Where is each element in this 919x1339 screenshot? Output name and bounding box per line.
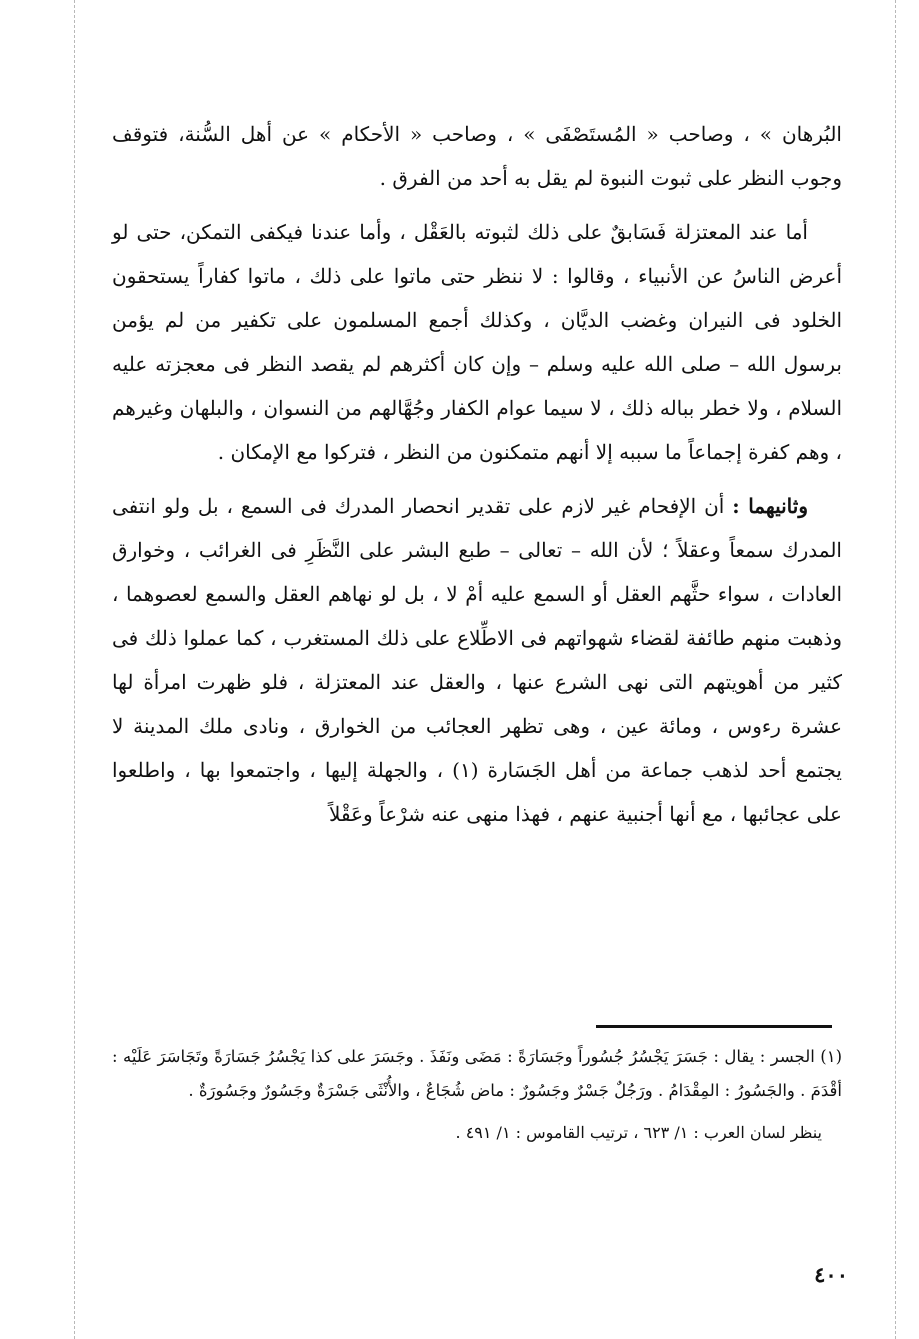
- page-number: ٤٠٠: [814, 1262, 848, 1287]
- paragraph-3-text: أن الإفحام غير لازم على تقدير انحصار المدرك فى السمع ، بل ولو انتفى المدرك سمعاً وعقلاً ؛ لأن الله – تعالى – طبع البشر على النَّظَرِ فى الغرائب ، وخوارق العادات ، سواء حثَّهم العقل أو السمع عليه أمْ لا ، بل لو نهاهم العقل والسمع لعصوهما ، وذهبت منهم طائفة لقضاء شهواتهم فى الاطِّلاع على ذلك المستغرب ، كما عملوا ذلك فى كثير من أهويتهم التى نهى الشرع عنها ، والعقل عند المعتزلة ، فلو ظهرت امرأة لها عشرة رءوس ، ومائة عين ، وهى تظهر العجائب من الخوارق ، ونادى ملك المدينة لا يجتمع أحد لذهب جماعة من أهل الجَسَارة (١) ، والجهلة إليها ، واجتمعوا بها ، واطلعوا على عجائبها ، مع أنها أجنبية عنهم ، فهذا منهى عنه شرْعاً وعَقْلاً: [112, 494, 842, 826]
- scan-margin-right: [895, 0, 896, 1339]
- footnote-1: (١) الجسر : يقال : جَسَرَ يَجْسُرُ جُسُوراً وجَسَارَةً : مَضَى ونَفَذَ . وجَسَرَ على كذا يَجْسُرُ جَسَارَةً وتَجَاسَرَ عَلَيْه : أقْدَمَ . والجَسُورُ : المِقْدَامُ . ورَجُلٌ جَسْرٌ وجَسُورٌ : ماض شُجَاعٌ ، والأُنْثَى جَسْرَةٌ وجَسُورٌ وجَسُورَةٌ .: [112, 1047, 842, 1100]
- paragraph-3-lead: وثانيهما :: [732, 494, 808, 518]
- footnote-source: ينظر لسان العرب : ١/ ٦٢٣ ، ترتيب القاموس : ١/ ٤٩١ .: [455, 1123, 822, 1142]
- paragraph-2: أما عند المعتزلة فَسَابقٌ على ذلك لثبوته بالعَقْل ، وأما عندنا فيكفى التمكن، حتى لو أعرض الناسُ عن الأنبياء ، وقالوا : لا ننظر حتى ماتوا على ذلك ، ماتوا كفاراً يستحقون الخلود فى النيران وغضب الديَّان ، وكذلك أجمع المسلمون على تكفير من لم يؤمن برسول الله – صلى الله عليه وسلم – وإن كان أكثرهم لم يقصد النظر فى معجزته عليه السلام ، ولا خطر بباله ذلك ، لا سيما عوام الكفار وجُهَّالهم من النسوان ، والبلهان وغيرهم ، وهم كفرة إجماعاً ما سببه إلا أنهم متمكنون من النظر ، فتركوا مع الإمكان .: [112, 220, 842, 464]
- scan-margin-left: [74, 0, 75, 1339]
- footnotes: [112, 1040, 842, 1150]
- paragraph-3: [112, 484, 842, 836]
- main-text: [112, 112, 842, 836]
- footnote-divider: [596, 1025, 832, 1028]
- paragraph-1: البُرهان » ، وصاحب « المُستَصْفَى » ، وصاحب « الأحكام » عن أهل السُّنة، فتوقف وجوب النظر على ثبوت النبوة لم يقل به أحد من الفرق .: [112, 122, 842, 190]
